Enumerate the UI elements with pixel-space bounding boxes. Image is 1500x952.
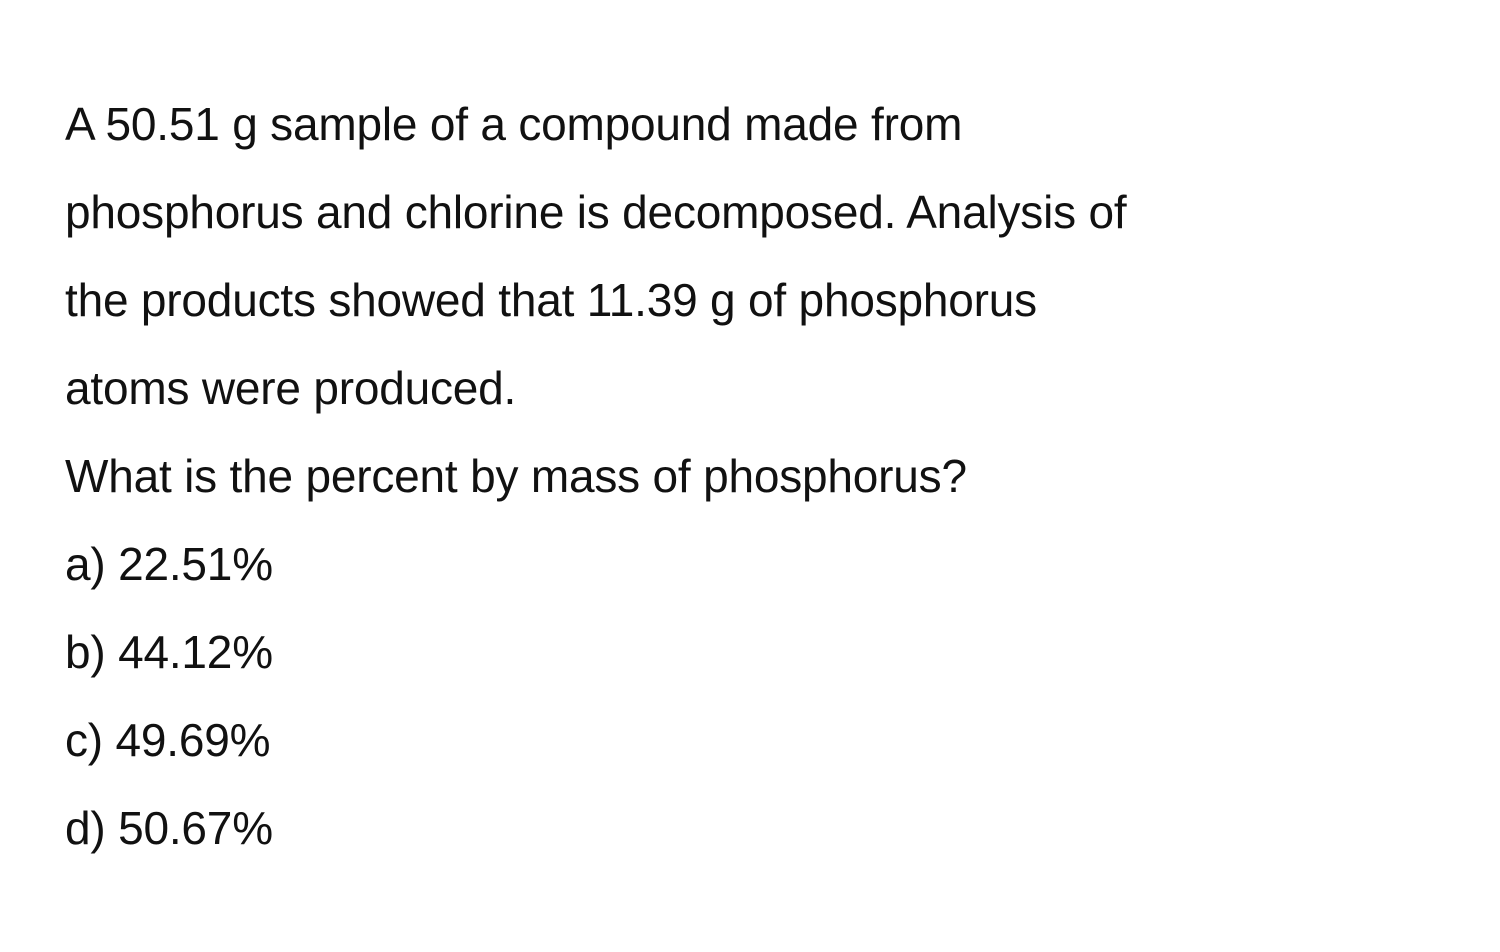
option-a: a) 22.51%	[65, 538, 273, 590]
question-document	[65, 80, 1465, 872]
question-line-4: atoms were produced.	[65, 362, 517, 414]
question-prompt: What is the percent by mass of phosphorus?	[65, 450, 967, 502]
question-line-2: phosphorus and chlorine is decomposed. Analysis of	[65, 186, 1127, 238]
option-b: b) 44.12%	[65, 626, 273, 678]
question-line-1: A 50.51 g sample of a compound made from	[65, 98, 963, 150]
option-c: c) 49.69%	[65, 714, 271, 766]
option-d: d) 50.67%	[65, 802, 273, 854]
question-line-3: the products showed that 11.39 g of phosphorus	[65, 274, 1037, 326]
